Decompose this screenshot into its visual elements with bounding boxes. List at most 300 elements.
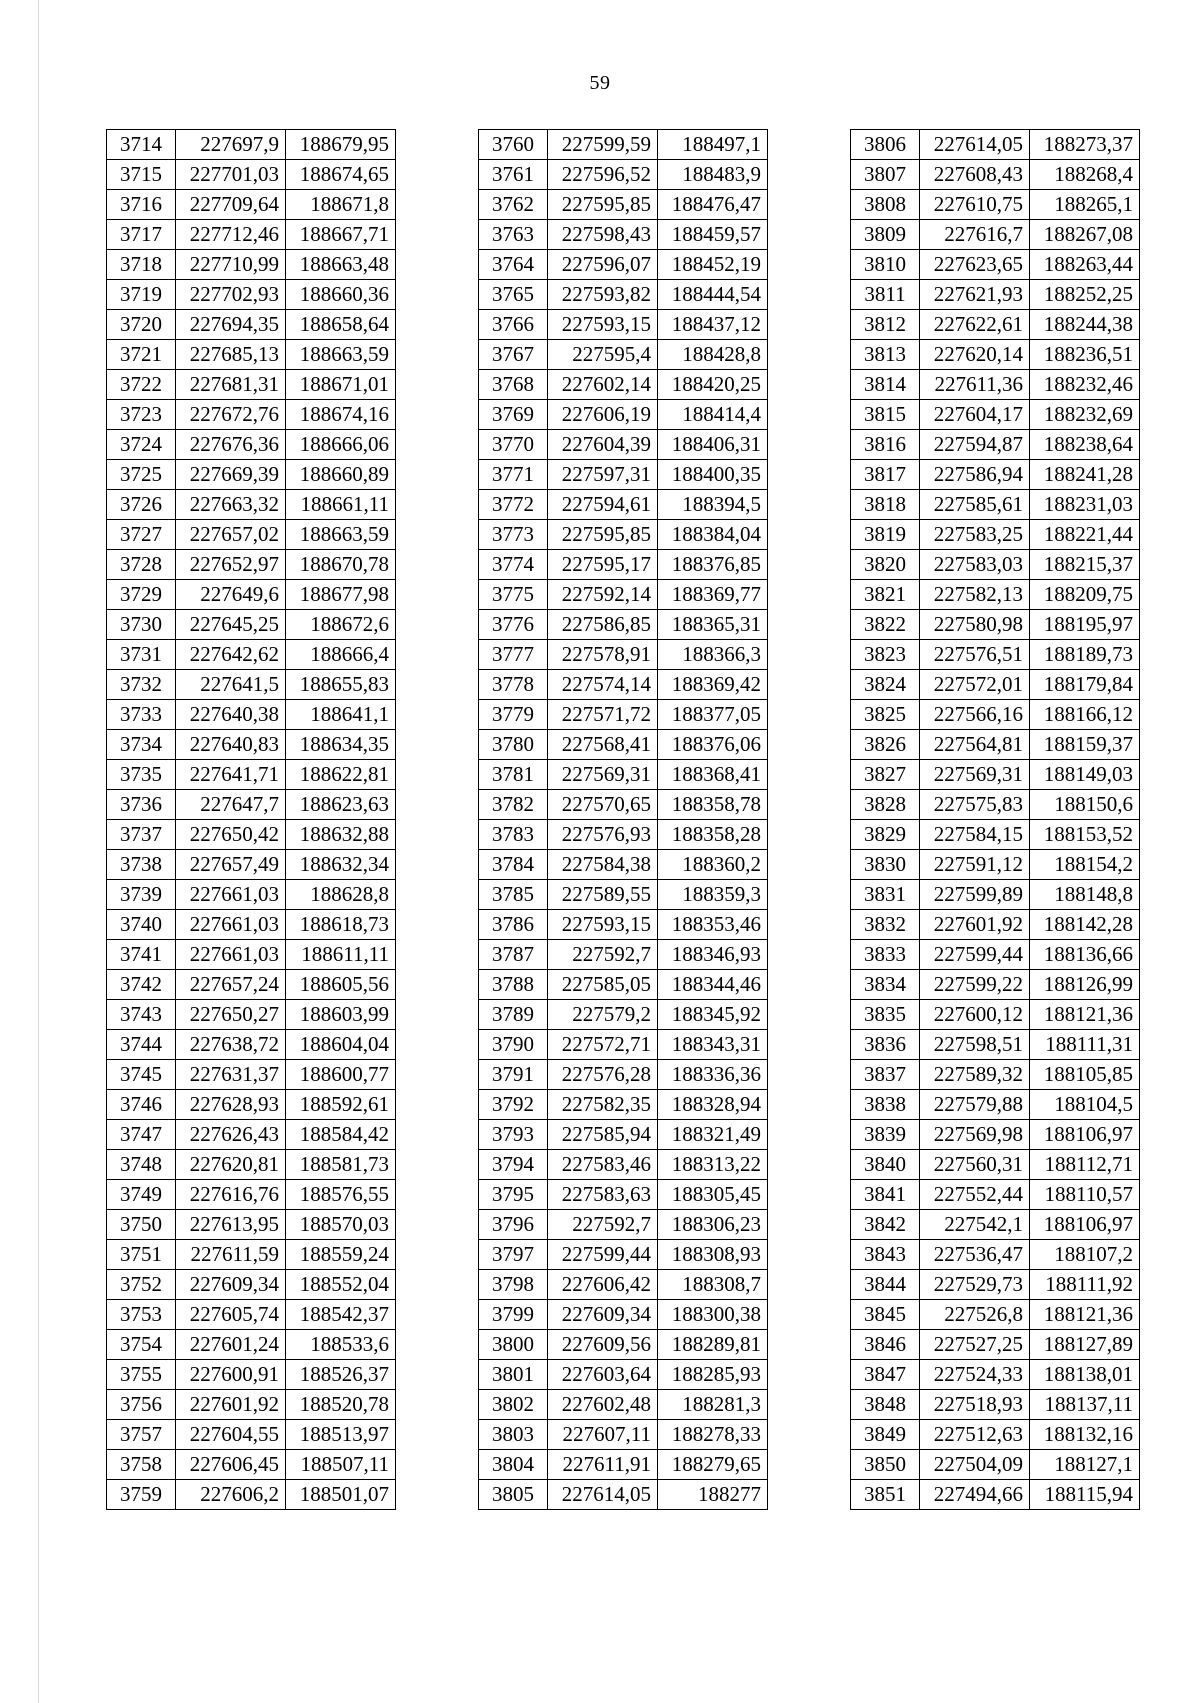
y-coordinate-cell: 188166,12 xyxy=(1030,700,1140,730)
table-row xyxy=(479,1090,768,1120)
y-coordinate-cell: 188277 xyxy=(658,1480,768,1510)
point-number-cell: 3718 xyxy=(107,250,176,280)
point-number-cell: 3829 xyxy=(851,820,920,850)
table-row xyxy=(107,1000,396,1030)
table-row xyxy=(851,370,1140,400)
y-coordinate-cell: 188581,73 xyxy=(286,1150,396,1180)
point-number-cell: 3809 xyxy=(851,220,920,250)
x-coordinate-cell: 227638,72 xyxy=(176,1030,286,1060)
x-coordinate-cell: 227575,83 xyxy=(920,790,1030,820)
point-number-cell: 3808 xyxy=(851,190,920,220)
point-number-cell: 3843 xyxy=(851,1240,920,1270)
x-coordinate-cell: 227595,17 xyxy=(548,550,658,580)
x-coordinate-cell: 227606,2 xyxy=(176,1480,286,1510)
table-row xyxy=(851,640,1140,670)
table-row xyxy=(479,640,768,670)
x-coordinate-cell: 227601,24 xyxy=(176,1330,286,1360)
x-coordinate-cell: 227584,15 xyxy=(920,820,1030,850)
table-row xyxy=(107,370,396,400)
y-coordinate-cell: 188221,44 xyxy=(1030,520,1140,550)
x-coordinate-cell: 227650,42 xyxy=(176,820,286,850)
table-row xyxy=(851,220,1140,250)
x-coordinate-cell: 227582,13 xyxy=(920,580,1030,610)
point-number-cell: 3789 xyxy=(479,1000,548,1030)
x-coordinate-cell: 227709,64 xyxy=(176,190,286,220)
x-coordinate-cell: 227591,12 xyxy=(920,850,1030,880)
x-coordinate-cell: 227589,55 xyxy=(548,880,658,910)
x-coordinate-cell: 227585,61 xyxy=(920,490,1030,520)
x-coordinate-cell: 227631,37 xyxy=(176,1060,286,1090)
point-number-cell: 3839 xyxy=(851,1120,920,1150)
point-number-cell: 3742 xyxy=(107,970,176,1000)
table-row xyxy=(107,970,396,1000)
y-coordinate-cell: 188655,83 xyxy=(286,670,396,700)
y-coordinate-cell: 188126,99 xyxy=(1030,970,1140,1000)
point-number-cell: 3812 xyxy=(851,310,920,340)
table-row xyxy=(479,880,768,910)
table-row xyxy=(107,1330,396,1360)
point-number-cell: 3826 xyxy=(851,730,920,760)
x-coordinate-cell: 227580,98 xyxy=(920,610,1030,640)
y-coordinate-cell: 188622,81 xyxy=(286,760,396,790)
x-coordinate-cell: 227586,94 xyxy=(920,460,1030,490)
y-coordinate-cell: 188660,36 xyxy=(286,280,396,310)
table-row xyxy=(107,1360,396,1390)
x-coordinate-cell: 227518,93 xyxy=(920,1390,1030,1420)
x-coordinate-cell: 227599,44 xyxy=(920,940,1030,970)
point-number-cell: 3831 xyxy=(851,880,920,910)
point-number-cell: 3796 xyxy=(479,1210,548,1240)
point-number-cell: 3764 xyxy=(479,250,548,280)
x-coordinate-cell: 227566,16 xyxy=(920,700,1030,730)
y-coordinate-cell: 188267,08 xyxy=(1030,220,1140,250)
x-coordinate-cell: 227663,32 xyxy=(176,490,286,520)
y-coordinate-cell: 188667,71 xyxy=(286,220,396,250)
x-coordinate-cell: 227609,56 xyxy=(548,1330,658,1360)
point-number-cell: 3821 xyxy=(851,580,920,610)
y-coordinate-cell: 188153,52 xyxy=(1030,820,1140,850)
point-number-cell: 3792 xyxy=(479,1090,548,1120)
point-number-cell: 3745 xyxy=(107,1060,176,1090)
y-coordinate-cell: 188358,78 xyxy=(658,790,768,820)
x-coordinate-cell: 227628,93 xyxy=(176,1090,286,1120)
y-coordinate-cell: 188663,59 xyxy=(286,340,396,370)
point-number-cell: 3832 xyxy=(851,910,920,940)
point-number-cell: 3818 xyxy=(851,490,920,520)
table-row xyxy=(851,790,1140,820)
table-row xyxy=(107,280,396,310)
table-row xyxy=(851,1420,1140,1450)
x-coordinate-cell: 227583,63 xyxy=(548,1180,658,1210)
table-row xyxy=(851,400,1140,430)
x-coordinate-cell: 227599,89 xyxy=(920,880,1030,910)
x-coordinate-cell: 227536,47 xyxy=(920,1240,1030,1270)
y-coordinate-cell: 188305,45 xyxy=(658,1180,768,1210)
y-coordinate-cell: 188365,31 xyxy=(658,610,768,640)
x-coordinate-cell: 227595,85 xyxy=(548,190,658,220)
table-row xyxy=(107,850,396,880)
y-coordinate-cell: 188605,56 xyxy=(286,970,396,1000)
x-coordinate-cell: 227585,05 xyxy=(548,970,658,1000)
table-row xyxy=(851,130,1140,160)
point-number-cell: 3734 xyxy=(107,730,176,760)
point-number-cell: 3753 xyxy=(107,1300,176,1330)
point-number-cell: 3849 xyxy=(851,1420,920,1450)
y-coordinate-cell: 188150,6 xyxy=(1030,790,1140,820)
y-coordinate-cell: 188107,2 xyxy=(1030,1240,1140,1270)
point-number-cell: 3822 xyxy=(851,610,920,640)
x-coordinate-cell: 227641,5 xyxy=(176,670,286,700)
point-number-cell: 3834 xyxy=(851,970,920,1000)
x-coordinate-cell: 227598,43 xyxy=(548,220,658,250)
x-coordinate-cell: 227579,88 xyxy=(920,1090,1030,1120)
x-coordinate-cell: 227586,85 xyxy=(548,610,658,640)
y-coordinate-cell: 188159,37 xyxy=(1030,730,1140,760)
y-coordinate-cell: 188584,42 xyxy=(286,1120,396,1150)
y-coordinate-cell: 188641,1 xyxy=(286,700,396,730)
y-coordinate-cell: 188265,1 xyxy=(1030,190,1140,220)
table-row xyxy=(107,1480,396,1510)
table-row xyxy=(851,580,1140,610)
y-coordinate-cell: 188666,06 xyxy=(286,430,396,460)
y-coordinate-cell: 188377,05 xyxy=(658,700,768,730)
y-coordinate-cell: 188142,28 xyxy=(1030,910,1140,940)
table-row xyxy=(851,1390,1140,1420)
y-coordinate-cell: 188428,8 xyxy=(658,340,768,370)
table-row xyxy=(479,310,768,340)
y-coordinate-cell: 188623,63 xyxy=(286,790,396,820)
table-row xyxy=(107,730,396,760)
x-coordinate-cell: 227583,46 xyxy=(548,1150,658,1180)
table-row xyxy=(107,1450,396,1480)
table-row xyxy=(107,130,396,160)
y-coordinate-cell: 188232,69 xyxy=(1030,400,1140,430)
point-number-cell: 3719 xyxy=(107,280,176,310)
point-number-cell: 3810 xyxy=(851,250,920,280)
point-number-cell: 3743 xyxy=(107,1000,176,1030)
point-number-cell: 3801 xyxy=(479,1360,548,1390)
table-row xyxy=(107,670,396,700)
point-number-cell: 3763 xyxy=(479,220,548,250)
table-row xyxy=(107,1120,396,1150)
y-coordinate-cell: 188273,37 xyxy=(1030,130,1140,160)
y-coordinate-cell: 188127,89 xyxy=(1030,1330,1140,1360)
y-coordinate-cell: 188132,16 xyxy=(1030,1420,1140,1450)
y-coordinate-cell: 188369,42 xyxy=(658,670,768,700)
table-row xyxy=(479,490,768,520)
table-row xyxy=(851,1210,1140,1240)
table-row xyxy=(107,1150,396,1180)
y-coordinate-cell: 188138,01 xyxy=(1030,1360,1140,1390)
x-coordinate-cell: 227672,76 xyxy=(176,400,286,430)
x-coordinate-cell: 227611,91 xyxy=(548,1450,658,1480)
point-number-cell: 3850 xyxy=(851,1450,920,1480)
y-coordinate-cell: 188459,57 xyxy=(658,220,768,250)
table-row xyxy=(107,580,396,610)
x-coordinate-cell: 227604,39 xyxy=(548,430,658,460)
point-number-cell: 3846 xyxy=(851,1330,920,1360)
x-coordinate-cell: 227583,25 xyxy=(920,520,1030,550)
y-coordinate-cell: 188501,07 xyxy=(286,1480,396,1510)
point-number-cell: 3759 xyxy=(107,1480,176,1510)
table-row xyxy=(479,370,768,400)
x-coordinate-cell: 227527,25 xyxy=(920,1330,1030,1360)
x-coordinate-cell: 227576,28 xyxy=(548,1060,658,1090)
point-number-cell: 3772 xyxy=(479,490,548,520)
point-number-cell: 3766 xyxy=(479,310,548,340)
table-row xyxy=(107,820,396,850)
table-row xyxy=(851,1330,1140,1360)
point-number-cell: 3802 xyxy=(479,1390,548,1420)
y-coordinate-cell: 188263,44 xyxy=(1030,250,1140,280)
x-coordinate-cell: 227593,15 xyxy=(548,310,658,340)
point-number-cell: 3784 xyxy=(479,850,548,880)
y-coordinate-cell: 188552,04 xyxy=(286,1270,396,1300)
point-number-cell: 3727 xyxy=(107,520,176,550)
x-coordinate-cell: 227640,38 xyxy=(176,700,286,730)
x-coordinate-cell: 227595,4 xyxy=(548,340,658,370)
y-coordinate-cell: 188679,95 xyxy=(286,130,396,160)
x-coordinate-cell: 227576,51 xyxy=(920,640,1030,670)
point-number-cell: 3816 xyxy=(851,430,920,460)
x-coordinate-cell: 227560,31 xyxy=(920,1150,1030,1180)
x-coordinate-cell: 227582,35 xyxy=(548,1090,658,1120)
point-number-cell: 3722 xyxy=(107,370,176,400)
x-coordinate-cell: 227599,59 xyxy=(548,130,658,160)
y-coordinate-cell: 188336,36 xyxy=(658,1060,768,1090)
point-number-cell: 3851 xyxy=(851,1480,920,1510)
x-coordinate-cell: 227604,55 xyxy=(176,1420,286,1450)
point-number-cell: 3768 xyxy=(479,370,548,400)
y-coordinate-cell: 188526,37 xyxy=(286,1360,396,1390)
x-coordinate-cell: 227568,41 xyxy=(548,730,658,760)
point-number-cell: 3836 xyxy=(851,1030,920,1060)
table-row xyxy=(851,490,1140,520)
table-row xyxy=(479,220,768,250)
x-coordinate-cell: 227650,27 xyxy=(176,1000,286,1030)
y-coordinate-cell: 188238,64 xyxy=(1030,430,1140,460)
y-coordinate-cell: 188414,4 xyxy=(658,400,768,430)
table-row xyxy=(851,850,1140,880)
coordinates-table-2 xyxy=(478,129,768,1510)
y-coordinate-cell: 188231,03 xyxy=(1030,490,1140,520)
y-coordinate-cell: 188278,33 xyxy=(658,1420,768,1450)
table-row xyxy=(479,670,768,700)
point-number-cell: 3838 xyxy=(851,1090,920,1120)
point-number-cell: 3775 xyxy=(479,580,548,610)
y-coordinate-cell: 188353,46 xyxy=(658,910,768,940)
x-coordinate-cell: 227569,31 xyxy=(548,760,658,790)
y-coordinate-cell: 188289,81 xyxy=(658,1330,768,1360)
x-coordinate-cell: 227657,49 xyxy=(176,850,286,880)
point-number-cell: 3842 xyxy=(851,1210,920,1240)
point-number-cell: 3776 xyxy=(479,610,548,640)
point-number-cell: 3729 xyxy=(107,580,176,610)
table-row xyxy=(107,1420,396,1450)
y-coordinate-cell: 188406,31 xyxy=(658,430,768,460)
y-coordinate-cell: 188384,04 xyxy=(658,520,768,550)
x-coordinate-cell: 227609,34 xyxy=(176,1270,286,1300)
point-number-cell: 3724 xyxy=(107,430,176,460)
y-coordinate-cell: 188533,6 xyxy=(286,1330,396,1360)
x-coordinate-cell: 227526,8 xyxy=(920,1300,1030,1330)
y-coordinate-cell: 188104,5 xyxy=(1030,1090,1140,1120)
table-row xyxy=(479,700,768,730)
point-number-cell: 3814 xyxy=(851,370,920,400)
point-number-cell: 3730 xyxy=(107,610,176,640)
x-coordinate-cell: 227614,05 xyxy=(548,1480,658,1510)
table-row xyxy=(107,310,396,340)
y-coordinate-cell: 188366,3 xyxy=(658,640,768,670)
x-coordinate-cell: 227710,99 xyxy=(176,250,286,280)
table-row xyxy=(851,970,1140,1000)
y-coordinate-cell: 188106,97 xyxy=(1030,1120,1140,1150)
y-coordinate-cell: 188359,3 xyxy=(658,880,768,910)
x-coordinate-cell: 227600,12 xyxy=(920,1000,1030,1030)
x-coordinate-cell: 227593,15 xyxy=(548,910,658,940)
binding-margin-line xyxy=(38,0,39,1703)
y-coordinate-cell: 188110,57 xyxy=(1030,1180,1140,1210)
point-number-cell: 3804 xyxy=(479,1450,548,1480)
x-coordinate-cell: 227661,03 xyxy=(176,880,286,910)
table-row xyxy=(851,1360,1140,1390)
point-number-cell: 3777 xyxy=(479,640,548,670)
x-coordinate-cell: 227657,24 xyxy=(176,970,286,1000)
table-row xyxy=(479,1180,768,1210)
table-row xyxy=(479,1240,768,1270)
coordinates-table-1 xyxy=(106,129,396,1510)
table-row xyxy=(107,1210,396,1240)
x-coordinate-cell: 227571,72 xyxy=(548,700,658,730)
point-number-cell: 3736 xyxy=(107,790,176,820)
point-number-cell: 3811 xyxy=(851,280,920,310)
point-number-cell: 3715 xyxy=(107,160,176,190)
table-row xyxy=(107,1180,396,1210)
y-coordinate-cell: 188394,5 xyxy=(658,490,768,520)
point-number-cell: 3726 xyxy=(107,490,176,520)
table-row xyxy=(851,1300,1140,1330)
table-row xyxy=(479,1420,768,1450)
y-coordinate-cell: 188279,65 xyxy=(658,1450,768,1480)
point-number-cell: 3806 xyxy=(851,130,920,160)
point-number-cell: 3813 xyxy=(851,340,920,370)
y-coordinate-cell: 188149,03 xyxy=(1030,760,1140,790)
table-row xyxy=(479,280,768,310)
y-coordinate-cell: 188663,59 xyxy=(286,520,396,550)
point-number-cell: 3774 xyxy=(479,550,548,580)
x-coordinate-cell: 227620,14 xyxy=(920,340,1030,370)
x-coordinate-cell: 227640,83 xyxy=(176,730,286,760)
x-coordinate-cell: 227601,92 xyxy=(920,910,1030,940)
x-coordinate-cell: 227595,85 xyxy=(548,520,658,550)
y-coordinate-cell: 188236,51 xyxy=(1030,340,1140,370)
point-number-cell: 3844 xyxy=(851,1270,920,1300)
y-coordinate-cell: 188328,94 xyxy=(658,1090,768,1120)
y-coordinate-cell: 188634,35 xyxy=(286,730,396,760)
y-coordinate-cell: 188420,25 xyxy=(658,370,768,400)
y-coordinate-cell: 188632,88 xyxy=(286,820,396,850)
table-row xyxy=(107,250,396,280)
point-number-cell: 3756 xyxy=(107,1390,176,1420)
x-coordinate-cell: 227681,31 xyxy=(176,370,286,400)
x-coordinate-cell: 227576,93 xyxy=(548,820,658,850)
table-row xyxy=(851,940,1140,970)
x-coordinate-cell: 227529,73 xyxy=(920,1270,1030,1300)
y-coordinate-cell: 188345,92 xyxy=(658,1000,768,1030)
x-coordinate-cell: 227592,7 xyxy=(548,1210,658,1240)
y-coordinate-cell: 188603,99 xyxy=(286,1000,396,1030)
table-row xyxy=(851,910,1140,940)
table-row xyxy=(479,850,768,880)
table-row xyxy=(479,400,768,430)
x-coordinate-cell: 227652,97 xyxy=(176,550,286,580)
table-row xyxy=(851,670,1140,700)
point-number-cell: 3819 xyxy=(851,520,920,550)
point-number-cell: 3739 xyxy=(107,880,176,910)
table-row xyxy=(107,640,396,670)
point-number-cell: 3794 xyxy=(479,1150,548,1180)
point-number-cell: 3737 xyxy=(107,820,176,850)
x-coordinate-cell: 227589,32 xyxy=(920,1060,1030,1090)
x-coordinate-cell: 227608,43 xyxy=(920,160,1030,190)
point-number-cell: 3717 xyxy=(107,220,176,250)
x-coordinate-cell: 227661,03 xyxy=(176,910,286,940)
x-coordinate-cell: 227606,45 xyxy=(176,1450,286,1480)
point-number-cell: 3735 xyxy=(107,760,176,790)
x-coordinate-cell: 227616,76 xyxy=(176,1180,286,1210)
table-row xyxy=(479,1450,768,1480)
point-number-cell: 3787 xyxy=(479,940,548,970)
point-number-cell: 3798 xyxy=(479,1270,548,1300)
table-row xyxy=(107,520,396,550)
x-coordinate-cell: 227702,93 xyxy=(176,280,286,310)
point-number-cell: 3805 xyxy=(479,1480,548,1510)
y-coordinate-cell: 188358,28 xyxy=(658,820,768,850)
y-coordinate-cell: 188592,61 xyxy=(286,1090,396,1120)
y-coordinate-cell: 188127,1 xyxy=(1030,1450,1140,1480)
point-number-cell: 3754 xyxy=(107,1330,176,1360)
x-coordinate-cell: 227606,19 xyxy=(548,400,658,430)
table-row xyxy=(479,1390,768,1420)
y-coordinate-cell: 188376,06 xyxy=(658,730,768,760)
point-number-cell: 3770 xyxy=(479,430,548,460)
point-number-cell: 3762 xyxy=(479,190,548,220)
x-coordinate-cell: 227599,22 xyxy=(920,970,1030,1000)
table-row xyxy=(479,1210,768,1240)
table-row xyxy=(479,190,768,220)
point-number-cell: 3765 xyxy=(479,280,548,310)
x-coordinate-cell: 227622,61 xyxy=(920,310,1030,340)
table-row xyxy=(851,340,1140,370)
point-number-cell: 3757 xyxy=(107,1420,176,1450)
y-coordinate-cell: 188115,94 xyxy=(1030,1480,1140,1510)
point-number-cell: 3741 xyxy=(107,940,176,970)
table-row xyxy=(479,910,768,940)
table-row xyxy=(107,1240,396,1270)
x-coordinate-cell: 227685,13 xyxy=(176,340,286,370)
y-coordinate-cell: 188677,98 xyxy=(286,580,396,610)
table-row xyxy=(479,610,768,640)
point-number-cell: 3815 xyxy=(851,400,920,430)
y-coordinate-cell: 188507,11 xyxy=(286,1450,396,1480)
table-row xyxy=(479,730,768,760)
y-coordinate-cell: 188611,11 xyxy=(286,940,396,970)
y-coordinate-cell: 188148,8 xyxy=(1030,880,1140,910)
point-number-cell: 3823 xyxy=(851,640,920,670)
y-coordinate-cell: 188444,54 xyxy=(658,280,768,310)
x-coordinate-cell: 227592,7 xyxy=(548,940,658,970)
table-row xyxy=(107,1090,396,1120)
